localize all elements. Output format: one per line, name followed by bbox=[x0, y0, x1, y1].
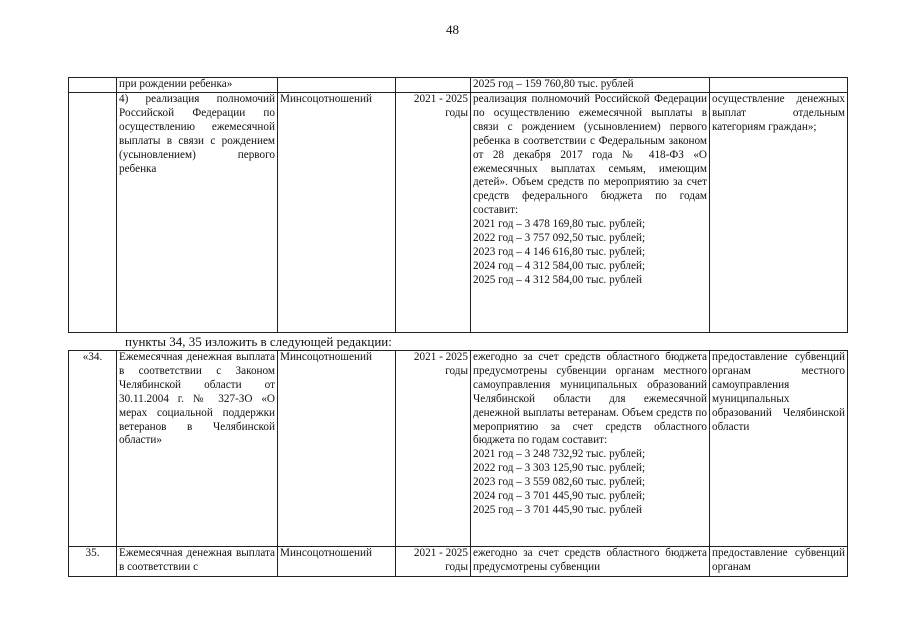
finance-year-line: 2023 год – 4 146 616,80 тыс. рублей; bbox=[473, 245, 646, 258]
finance-year-line: 2021 год – 3 248 732,92 тыс. рублей; bbox=[473, 448, 646, 461]
finance-year-line: 2022 год – 3 303 125,90 тыс. рублей; bbox=[473, 462, 646, 475]
finance-description: реализация полномочий Российской Федерации по осуществлению ежемесячной выплаты в связи с рождением (усыновлением) первого ребенка в соответствии с Федеральным законом от 28 декабря 2017 года № 418-ФЗ «О ежемесячных выплатах семьям, имеющим детей». Объем средств по мероприятию за счет средств федерального бюджета по годам составит: bbox=[473, 93, 707, 217]
finance-year-line: 2025 год – 3 701 445,90 тыс. рублей bbox=[473, 503, 642, 516]
finance-cell: ежегодно за счет средств областного бюджета предусмотрены субвенции bbox=[471, 547, 710, 577]
event-cell: Ежемесячная денежная выплата в соответствии с Законом Челябинской области от 30.11.2004 г. № 327-ЗО «О мерах социальной поддержки ветеранов в Челябинской области» bbox=[117, 351, 278, 547]
finance-year-line: 2024 год – 3 701 445,90 тыс. рублей; bbox=[473, 490, 646, 503]
program-table-part-1 bbox=[68, 77, 848, 333]
result-cell: предоставление субвенций органам bbox=[710, 547, 848, 577]
executor-cell: Минсоцотношений bbox=[278, 351, 396, 547]
finance-year-line: 2023 год – 3 559 082,60 тыс. рублей; bbox=[473, 476, 646, 489]
table-row bbox=[69, 351, 848, 547]
page-number: 48 bbox=[446, 22, 459, 37]
table-row bbox=[69, 93, 848, 333]
event-cell: 4) реализация полномочий Российской Федерации по осуществлению ежемесячной выплаты в связи с рождением (усыновлением) первого ребенка bbox=[117, 93, 278, 333]
result-cell: осуществление денежных выплат отдельным категориям граждан»; bbox=[710, 93, 848, 333]
executor-cell: Минсоцотношений bbox=[278, 93, 396, 333]
row-number bbox=[69, 93, 117, 333]
row-number: 35. bbox=[69, 547, 117, 577]
event-cell: Ежемесячная денежная выплата в соответствии с bbox=[117, 547, 278, 577]
table-row bbox=[69, 547, 848, 577]
table-row bbox=[69, 78, 848, 93]
executor-cell: Минсоцотношений bbox=[278, 547, 396, 577]
finance-cell bbox=[471, 93, 710, 333]
instruction-text: пункты 34, 35 изложить в следующей редакции: bbox=[125, 334, 392, 349]
finance-year-line: 2022 год – 3 757 092,50 тыс. рублей; bbox=[473, 232, 646, 245]
period-cell: 2021 - 2025 годы bbox=[396, 93, 471, 333]
finance-description: ежегодно за счет средств областного бюджета предусмотрены субвенции органам местного самоуправления муниципальных образований Челябинской области для ежемесячной денежной выплаты ветеранам. Объем средств по мероприятию за счет средств областного бюджета по годам составит: bbox=[473, 351, 707, 447]
event-cell: при рождении ребенка» bbox=[117, 78, 278, 93]
finance-cell bbox=[471, 351, 710, 547]
row-number: «34. bbox=[69, 351, 117, 547]
finance-cell: 2025 год – 159 760,80 тыс. рублей bbox=[471, 78, 710, 93]
period-cell: 2021 - 2025 годы bbox=[396, 351, 471, 547]
program-table-part-2 bbox=[68, 350, 848, 577]
period-cell: 2021 - 2025 годы bbox=[396, 547, 471, 577]
result-cell: предоставление субвенций органам местного самоуправления муниципальных образований Челябинской области bbox=[710, 351, 848, 547]
finance-year-line: 2021 год – 3 478 169,80 тыс. рублей; bbox=[473, 218, 646, 231]
finance-year-line: 2025 год – 4 312 584,00 тыс. рублей bbox=[473, 273, 642, 286]
finance-year-line: 2024 год – 4 312 584,00 тыс. рублей; bbox=[473, 259, 646, 272]
